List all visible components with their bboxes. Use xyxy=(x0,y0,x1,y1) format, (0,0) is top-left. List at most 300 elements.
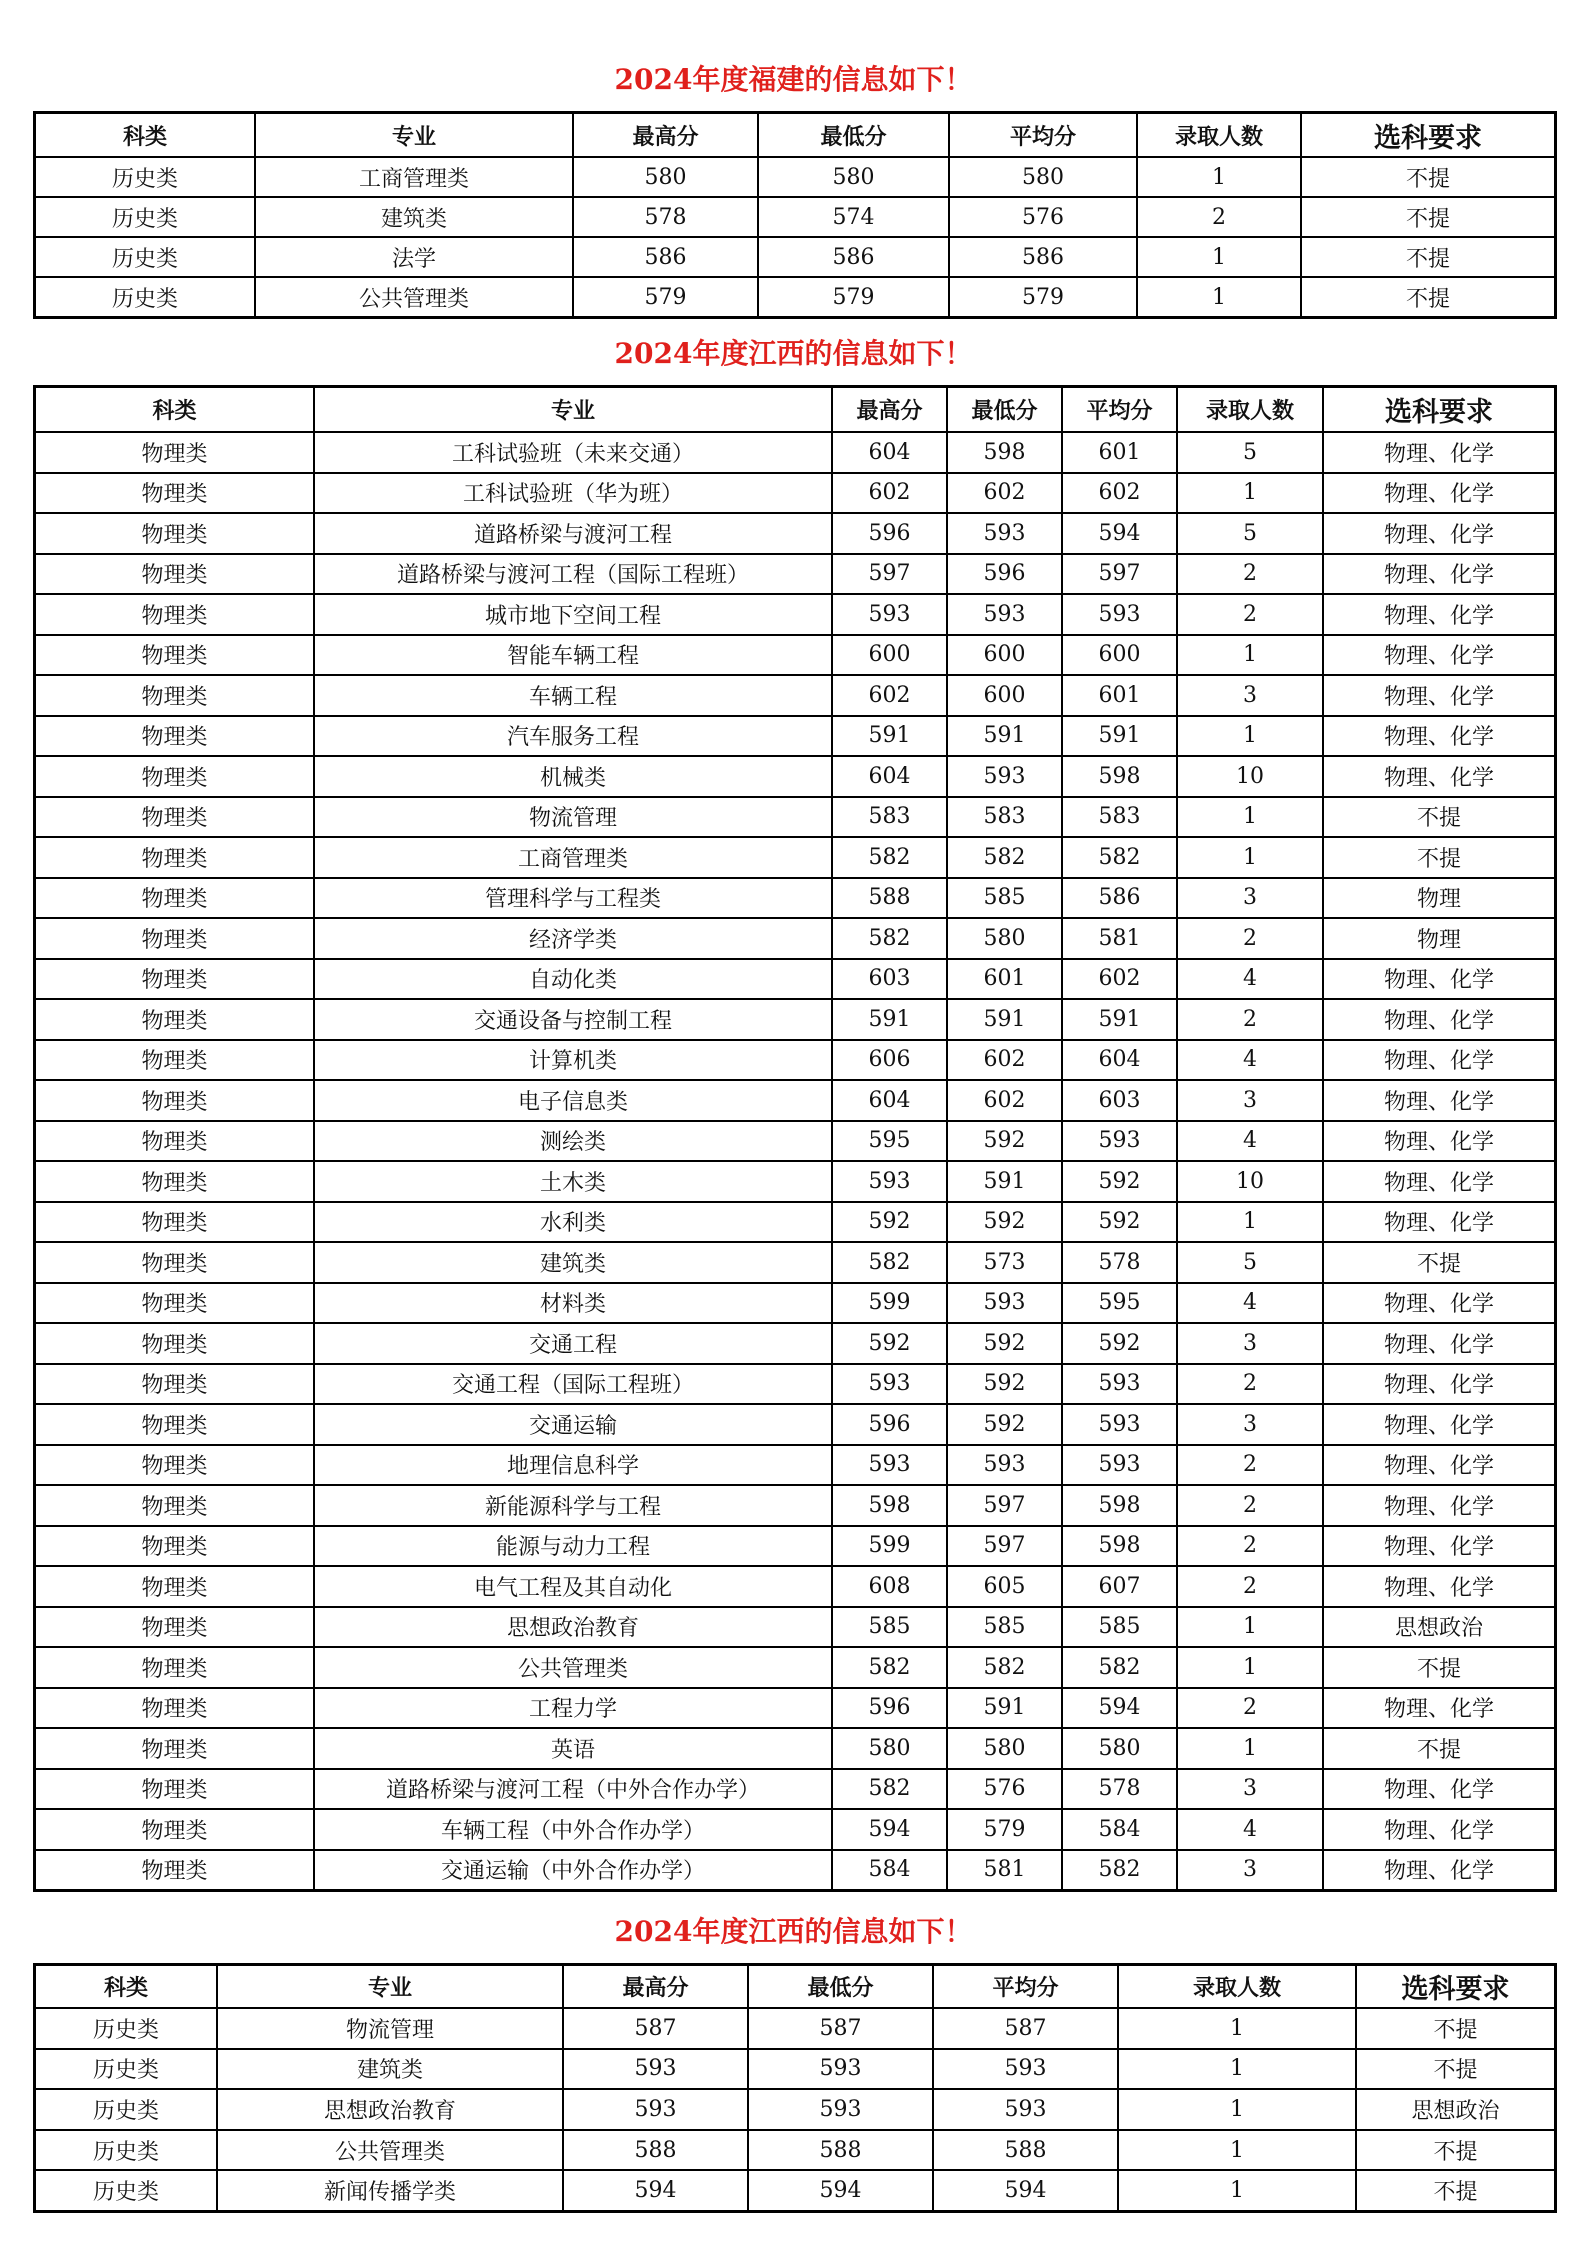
cell-avg-score: 582 xyxy=(1062,837,1177,878)
cell-admit-count: 1 xyxy=(1177,797,1323,838)
cell-major: 交通工程（国际工程班） xyxy=(314,1364,832,1405)
table-row xyxy=(35,959,1555,1000)
header-admit-count: 录取人数 xyxy=(1177,387,1323,432)
cell-category: 物理类 xyxy=(35,1080,314,1121)
cell-admit-count: 2 xyxy=(1177,1364,1323,1405)
cell-category: 物理类 xyxy=(35,1364,314,1405)
cell-avg-score: 578 xyxy=(1062,1242,1177,1283)
cell-major: 交通设备与控制工程 xyxy=(314,999,832,1040)
cell-min-score: 593 xyxy=(748,2089,933,2130)
cell-subject-requirement: 不提 xyxy=(1323,797,1555,838)
cell-max-score: 596 xyxy=(832,513,947,554)
cell-max-score: 582 xyxy=(832,1242,947,1283)
admission-table-jiangxi-history xyxy=(33,1963,1557,2213)
header-min-score: 最低分 xyxy=(748,1965,933,2008)
cell-major: 新闻传播学类 xyxy=(217,2170,563,2211)
table-row xyxy=(35,1445,1555,1486)
cell-avg-score: 586 xyxy=(1062,878,1177,919)
section-title-jiangxi-physics: 2024年度江西的信息如下！ xyxy=(614,337,973,370)
cell-max-score: 604 xyxy=(832,756,947,797)
cell-category: 物理类 xyxy=(35,1809,314,1850)
cell-admit-count: 1 xyxy=(1177,473,1323,514)
table-row xyxy=(35,716,1555,757)
cell-subject-requirement: 物理、化学 xyxy=(1323,959,1555,1000)
cell-subject-requirement: 物理、化学 xyxy=(1323,1080,1555,1121)
header-avg-score: 平均分 xyxy=(933,1965,1118,2008)
cell-max-score: 604 xyxy=(832,1080,947,1121)
cell-category: 物理类 xyxy=(35,1566,314,1607)
cell-major: 工商管理类 xyxy=(314,837,832,878)
cell-admit-count: 1 xyxy=(1118,2170,1356,2211)
cell-category: 历史类 xyxy=(35,237,255,277)
cell-admit-count: 2 xyxy=(1177,1485,1323,1526)
header-major: 专业 xyxy=(255,113,573,157)
cell-category: 历史类 xyxy=(35,277,255,317)
cell-subject-requirement: 物理、化学 xyxy=(1323,1404,1555,1445)
cell-max-score: 602 xyxy=(832,675,947,716)
table-row xyxy=(35,1323,1555,1364)
cell-max-score: 600 xyxy=(832,635,947,676)
cell-category: 物理类 xyxy=(35,635,314,676)
cell-avg-score: 603 xyxy=(1062,1080,1177,1121)
table-row xyxy=(35,473,1555,514)
cell-category: 物理类 xyxy=(35,1202,314,1243)
cell-major: 电气工程及其自动化 xyxy=(314,1566,832,1607)
cell-min-score: 597 xyxy=(947,1485,1062,1526)
cell-avg-score: 591 xyxy=(1062,716,1177,757)
cell-category: 物理类 xyxy=(35,1242,314,1283)
cell-min-score: 598 xyxy=(947,432,1062,473)
table-row xyxy=(35,197,1555,237)
table-row xyxy=(35,2049,1555,2090)
cell-min-score: 593 xyxy=(947,594,1062,635)
table-row xyxy=(35,837,1555,878)
cell-max-score: 594 xyxy=(832,1809,947,1850)
cell-avg-score: 583 xyxy=(1062,797,1177,838)
cell-category: 物理类 xyxy=(35,1526,314,1567)
cell-category: 物理类 xyxy=(35,878,314,919)
cell-admit-count: 1 xyxy=(1177,716,1323,757)
cell-subject-requirement: 不提 xyxy=(1323,837,1555,878)
table-header-row xyxy=(35,387,1555,432)
table-row xyxy=(35,432,1555,473)
cell-major: 车辆工程 xyxy=(314,675,832,716)
cell-category: 物理类 xyxy=(35,594,314,635)
cell-major: 英语 xyxy=(314,1728,832,1769)
cell-avg-score: 594 xyxy=(933,2170,1118,2211)
table-row xyxy=(35,1809,1555,1850)
cell-major: 公共管理类 xyxy=(314,1647,832,1688)
cell-max-score: 593 xyxy=(563,2049,748,2090)
cell-subject-requirement: 物理、化学 xyxy=(1323,1202,1555,1243)
cell-admit-count: 1 xyxy=(1118,2089,1356,2130)
cell-max-score: 582 xyxy=(832,918,947,959)
cell-category: 物理类 xyxy=(35,1769,314,1810)
cell-category: 历史类 xyxy=(35,2049,217,2090)
cell-admit-count: 5 xyxy=(1177,513,1323,554)
cell-avg-score: 593 xyxy=(1062,1364,1177,1405)
cell-admit-count: 4 xyxy=(1177,1283,1323,1324)
cell-min-score: 588 xyxy=(748,2130,933,2171)
cell-subject-requirement: 思想政治 xyxy=(1356,2089,1555,2130)
cell-avg-score: 601 xyxy=(1062,675,1177,716)
cell-admit-count: 4 xyxy=(1177,1121,1323,1162)
table-row xyxy=(35,594,1555,635)
cell-avg-score: 601 xyxy=(1062,432,1177,473)
cell-major: 土木类 xyxy=(314,1161,832,1202)
cell-subject-requirement: 不提 xyxy=(1301,157,1555,197)
table-row xyxy=(35,2089,1555,2130)
cell-subject-requirement: 不提 xyxy=(1356,2170,1555,2211)
cell-min-score: 581 xyxy=(947,1850,1062,1891)
section-title-jiangxi-history: 2024年度江西的信息如下！ xyxy=(614,1915,973,1948)
cell-avg-score: 592 xyxy=(1062,1202,1177,1243)
cell-min-score: 582 xyxy=(947,837,1062,878)
cell-avg-score: 598 xyxy=(1062,1485,1177,1526)
cell-avg-score: 578 xyxy=(1062,1769,1177,1810)
cell-major: 建筑类 xyxy=(255,197,573,237)
cell-avg-score: 585 xyxy=(1062,1607,1177,1648)
table-row xyxy=(35,513,1555,554)
table-row xyxy=(35,277,1555,317)
cell-admit-count: 4 xyxy=(1177,959,1323,1000)
cell-admit-count: 1 xyxy=(1177,1728,1323,1769)
cell-subject-requirement: 物理、化学 xyxy=(1323,594,1555,635)
cell-max-score: 598 xyxy=(832,1485,947,1526)
cell-min-score: 601 xyxy=(947,959,1062,1000)
cell-admit-count: 2 xyxy=(1177,1688,1323,1729)
cell-max-score: 593 xyxy=(832,1445,947,1486)
cell-admit-count: 2 xyxy=(1177,594,1323,635)
cell-admit-count: 3 xyxy=(1177,675,1323,716)
cell-min-score: 579 xyxy=(758,277,949,317)
cell-min-score: 600 xyxy=(947,635,1062,676)
cell-min-score: 602 xyxy=(947,1040,1062,1081)
cell-max-score: 596 xyxy=(832,1688,947,1729)
table-row xyxy=(35,554,1555,595)
cell-admit-count: 1 xyxy=(1177,1647,1323,1688)
cell-subject-requirement: 物理、化学 xyxy=(1323,1688,1555,1729)
cell-max-score: 588 xyxy=(563,2130,748,2171)
cell-avg-score: 579 xyxy=(949,277,1137,317)
cell-subject-requirement: 物理、化学 xyxy=(1323,1445,1555,1486)
table-row xyxy=(35,1769,1555,1810)
cell-min-score: 600 xyxy=(947,675,1062,716)
cell-category: 物理类 xyxy=(35,554,314,595)
cell-major: 交通工程 xyxy=(314,1323,832,1364)
cell-major: 道路桥梁与渡河工程 xyxy=(314,513,832,554)
cell-category: 历史类 xyxy=(35,2089,217,2130)
cell-min-score: 593 xyxy=(947,1283,1062,1324)
cell-major: 智能车辆工程 xyxy=(314,635,832,676)
cell-category: 物理类 xyxy=(35,1607,314,1648)
cell-min-score: 580 xyxy=(947,918,1062,959)
cell-subject-requirement: 物理、化学 xyxy=(1323,1566,1555,1607)
table-row xyxy=(35,756,1555,797)
cell-avg-score: 576 xyxy=(949,197,1137,237)
cell-admit-count: 10 xyxy=(1177,756,1323,797)
header-min-score: 最低分 xyxy=(758,113,949,157)
cell-min-score: 593 xyxy=(947,1445,1062,1486)
header-category: 科类 xyxy=(35,113,255,157)
cell-max-score: 582 xyxy=(832,1769,947,1810)
cell-major: 思想政治教育 xyxy=(314,1607,832,1648)
cell-admit-count: 2 xyxy=(1137,197,1301,237)
cell-max-score: 585 xyxy=(832,1607,947,1648)
cell-avg-score: 592 xyxy=(1062,1323,1177,1364)
cell-min-score: 580 xyxy=(758,157,949,197)
cell-max-score: 597 xyxy=(832,554,947,595)
header-avg-score: 平均分 xyxy=(1062,387,1177,432)
table-row xyxy=(35,1242,1555,1283)
cell-subject-requirement: 物理、化学 xyxy=(1323,1526,1555,1567)
cell-major: 管理科学与工程类 xyxy=(314,878,832,919)
cell-max-score: 593 xyxy=(832,1364,947,1405)
cell-subject-requirement: 不提 xyxy=(1323,1647,1555,1688)
cell-avg-score: 607 xyxy=(1062,1566,1177,1607)
table-row xyxy=(35,999,1555,1040)
cell-min-score: 591 xyxy=(947,716,1062,757)
cell-avg-score: 598 xyxy=(1062,756,1177,797)
cell-category: 物理类 xyxy=(35,959,314,1000)
table-row xyxy=(35,2008,1555,2049)
cell-subject-requirement: 不提 xyxy=(1301,277,1555,317)
cell-max-score: 593 xyxy=(832,594,947,635)
cell-max-score: 608 xyxy=(832,1566,947,1607)
cell-min-score: 592 xyxy=(947,1323,1062,1364)
cell-admit-count: 2 xyxy=(1177,1445,1323,1486)
cell-avg-score: 597 xyxy=(1062,554,1177,595)
cell-category: 历史类 xyxy=(35,157,255,197)
admission-table-jiangxi-physics xyxy=(33,385,1557,1892)
cell-subject-requirement: 物理、化学 xyxy=(1323,1121,1555,1162)
cell-major: 思想政治教育 xyxy=(217,2089,563,2130)
cell-avg-score: 602 xyxy=(1062,959,1177,1000)
cell-max-score: 583 xyxy=(832,797,947,838)
cell-admit-count: 1 xyxy=(1137,237,1301,277)
cell-major: 经济学类 xyxy=(314,918,832,959)
cell-avg-score: 593 xyxy=(933,2049,1118,2090)
cell-admit-count: 4 xyxy=(1177,1809,1323,1850)
cell-subject-requirement: 不提 xyxy=(1356,2008,1555,2049)
cell-admit-count: 3 xyxy=(1177,878,1323,919)
table-row xyxy=(35,1526,1555,1567)
cell-major: 建筑类 xyxy=(217,2049,563,2090)
cell-major: 机械类 xyxy=(314,756,832,797)
cell-major: 交通运输（中外合作办学） xyxy=(314,1850,832,1891)
cell-min-score: 593 xyxy=(748,2049,933,2090)
cell-category: 物理类 xyxy=(35,756,314,797)
cell-avg-score: 604 xyxy=(1062,1040,1177,1081)
table-row xyxy=(35,878,1555,919)
cell-category: 物理类 xyxy=(35,999,314,1040)
table-row xyxy=(35,675,1555,716)
cell-max-score: 586 xyxy=(573,237,758,277)
table-row xyxy=(35,1283,1555,1324)
cell-admit-count: 1 xyxy=(1177,1202,1323,1243)
table-row xyxy=(35,1485,1555,1526)
cell-max-score: 599 xyxy=(832,1526,947,1567)
cell-category: 物理类 xyxy=(35,432,314,473)
cell-admit-count: 1 xyxy=(1118,2130,1356,2171)
table-row xyxy=(35,2170,1555,2211)
cell-min-score: 586 xyxy=(758,237,949,277)
cell-min-score: 592 xyxy=(947,1202,1062,1243)
table-row xyxy=(35,1607,1555,1648)
cell-min-score: 573 xyxy=(947,1242,1062,1283)
cell-major: 城市地下空间工程 xyxy=(314,594,832,635)
cell-admit-count: 3 xyxy=(1177,1404,1323,1445)
cell-major: 建筑类 xyxy=(314,1242,832,1283)
cell-category: 历史类 xyxy=(35,2170,217,2211)
cell-major: 计算机类 xyxy=(314,1040,832,1081)
cell-subject-requirement: 物理、化学 xyxy=(1323,1485,1555,1526)
cell-major: 能源与动力工程 xyxy=(314,1526,832,1567)
cell-min-score: 591 xyxy=(947,1688,1062,1729)
cell-avg-score: 580 xyxy=(1062,1728,1177,1769)
cell-admit-count: 10 xyxy=(1177,1161,1323,1202)
cell-subject-requirement: 物理、化学 xyxy=(1323,554,1555,595)
cell-major: 工科试验班（华为班） xyxy=(314,473,832,514)
cell-avg-score: 581 xyxy=(1062,918,1177,959)
cell-avg-score: 582 xyxy=(1062,1850,1177,1891)
cell-admit-count: 1 xyxy=(1118,2008,1356,2049)
cell-major: 材料类 xyxy=(314,1283,832,1324)
cell-admit-count: 2 xyxy=(1177,1526,1323,1567)
cell-min-score: 585 xyxy=(947,1607,1062,1648)
cell-major: 工程力学 xyxy=(314,1688,832,1729)
cell-major: 工科试验班（未来交通） xyxy=(314,432,832,473)
cell-avg-score: 588 xyxy=(933,2130,1118,2171)
cell-min-score: 593 xyxy=(947,756,1062,797)
header-major: 专业 xyxy=(314,387,832,432)
cell-subject-requirement: 不提 xyxy=(1323,1728,1555,1769)
cell-max-score: 599 xyxy=(832,1283,947,1324)
cell-subject-requirement: 物理、化学 xyxy=(1323,1161,1555,1202)
cell-category: 物理类 xyxy=(35,1121,314,1162)
cell-min-score: 596 xyxy=(947,554,1062,595)
header-admit-count: 录取人数 xyxy=(1118,1965,1356,2008)
table-row xyxy=(35,1121,1555,1162)
cell-subject-requirement: 思想政治 xyxy=(1323,1607,1555,1648)
cell-min-score: 591 xyxy=(947,999,1062,1040)
cell-admit-count: 1 xyxy=(1137,277,1301,317)
cell-category: 物理类 xyxy=(35,1404,314,1445)
cell-subject-requirement: 物理 xyxy=(1323,878,1555,919)
cell-category: 物理类 xyxy=(35,1850,314,1891)
cell-min-score: 583 xyxy=(947,797,1062,838)
cell-avg-score: 593 xyxy=(1062,1404,1177,1445)
table-row xyxy=(35,157,1555,197)
cell-category: 物理类 xyxy=(35,918,314,959)
cell-admit-count: 3 xyxy=(1177,1850,1323,1891)
table-header-row xyxy=(35,1965,1555,2008)
cell-category: 历史类 xyxy=(35,2008,217,2049)
cell-max-score: 580 xyxy=(573,157,758,197)
cell-avg-score: 594 xyxy=(1062,1688,1177,1729)
cell-avg-score: 584 xyxy=(1062,1809,1177,1850)
table-row xyxy=(35,1647,1555,1688)
cell-min-score: 576 xyxy=(947,1769,1062,1810)
cell-major: 道路桥梁与渡河工程（国际工程班） xyxy=(314,554,832,595)
table-row xyxy=(35,797,1555,838)
cell-max-score: 584 xyxy=(832,1850,947,1891)
cell-max-score: 602 xyxy=(832,473,947,514)
cell-max-score: 592 xyxy=(832,1323,947,1364)
cell-admit-count: 3 xyxy=(1177,1323,1323,1364)
table-row xyxy=(35,1850,1555,1891)
cell-admit-count: 2 xyxy=(1177,1566,1323,1607)
table-row xyxy=(35,1161,1555,1202)
table-row xyxy=(35,1040,1555,1081)
cell-min-score: 592 xyxy=(947,1121,1062,1162)
table-row xyxy=(35,1404,1555,1445)
cell-category: 物理类 xyxy=(35,675,314,716)
cell-subject-requirement: 不提 xyxy=(1356,2130,1555,2171)
cell-max-score: 594 xyxy=(563,2170,748,2211)
cell-admit-count: 1 xyxy=(1177,1607,1323,1648)
table-row xyxy=(35,1364,1555,1405)
header-min-score: 最低分 xyxy=(947,387,1062,432)
cell-subject-requirement: 物理、化学 xyxy=(1323,1769,1555,1810)
cell-min-score: 602 xyxy=(947,473,1062,514)
cell-avg-score: 587 xyxy=(933,2008,1118,2049)
cell-category: 物理类 xyxy=(35,1688,314,1729)
cell-min-score: 592 xyxy=(947,1404,1062,1445)
cell-subject-requirement: 物理、化学 xyxy=(1323,513,1555,554)
cell-category: 物理类 xyxy=(35,1161,314,1202)
cell-subject-requirement: 物理 xyxy=(1323,918,1555,959)
table-row xyxy=(35,1202,1555,1243)
cell-avg-score: 593 xyxy=(1062,594,1177,635)
cell-min-score: 597 xyxy=(947,1526,1062,1567)
cell-avg-score: 580 xyxy=(949,157,1137,197)
cell-subject-requirement: 物理、化学 xyxy=(1323,1323,1555,1364)
cell-subject-requirement: 物理、化学 xyxy=(1323,635,1555,676)
header-major: 专业 xyxy=(217,1965,563,2008)
cell-major: 工商管理类 xyxy=(255,157,573,197)
cell-avg-score: 593 xyxy=(1062,1121,1177,1162)
cell-subject-requirement: 物理、化学 xyxy=(1323,473,1555,514)
cell-major: 公共管理类 xyxy=(255,277,573,317)
cell-admit-count: 2 xyxy=(1177,918,1323,959)
cell-category: 物理类 xyxy=(35,473,314,514)
cell-admit-count: 1 xyxy=(1177,635,1323,676)
cell-subject-requirement: 物理、化学 xyxy=(1323,432,1555,473)
header-admit-count: 录取人数 xyxy=(1137,113,1301,157)
cell-avg-score: 586 xyxy=(949,237,1137,277)
cell-category: 物理类 xyxy=(35,1040,314,1081)
table-row xyxy=(35,635,1555,676)
cell-major: 物流管理 xyxy=(314,797,832,838)
cell-category: 物理类 xyxy=(35,1728,314,1769)
cell-subject-requirement: 物理、化学 xyxy=(1323,1809,1555,1850)
table-row xyxy=(35,237,1555,277)
cell-admit-count: 1 xyxy=(1137,157,1301,197)
cell-major: 测绘类 xyxy=(314,1121,832,1162)
cell-max-score: 606 xyxy=(832,1040,947,1081)
table-row xyxy=(35,918,1555,959)
table-row xyxy=(35,2130,1555,2171)
cell-min-score: 591 xyxy=(947,1161,1062,1202)
cell-subject-requirement: 物理、化学 xyxy=(1323,1364,1555,1405)
cell-admit-count: 5 xyxy=(1177,432,1323,473)
cell-subject-requirement: 物理、化学 xyxy=(1323,675,1555,716)
admission-table-fujian xyxy=(33,111,1557,319)
cell-max-score: 582 xyxy=(832,837,947,878)
cell-admit-count: 2 xyxy=(1177,999,1323,1040)
cell-major: 汽车服务工程 xyxy=(314,716,832,757)
